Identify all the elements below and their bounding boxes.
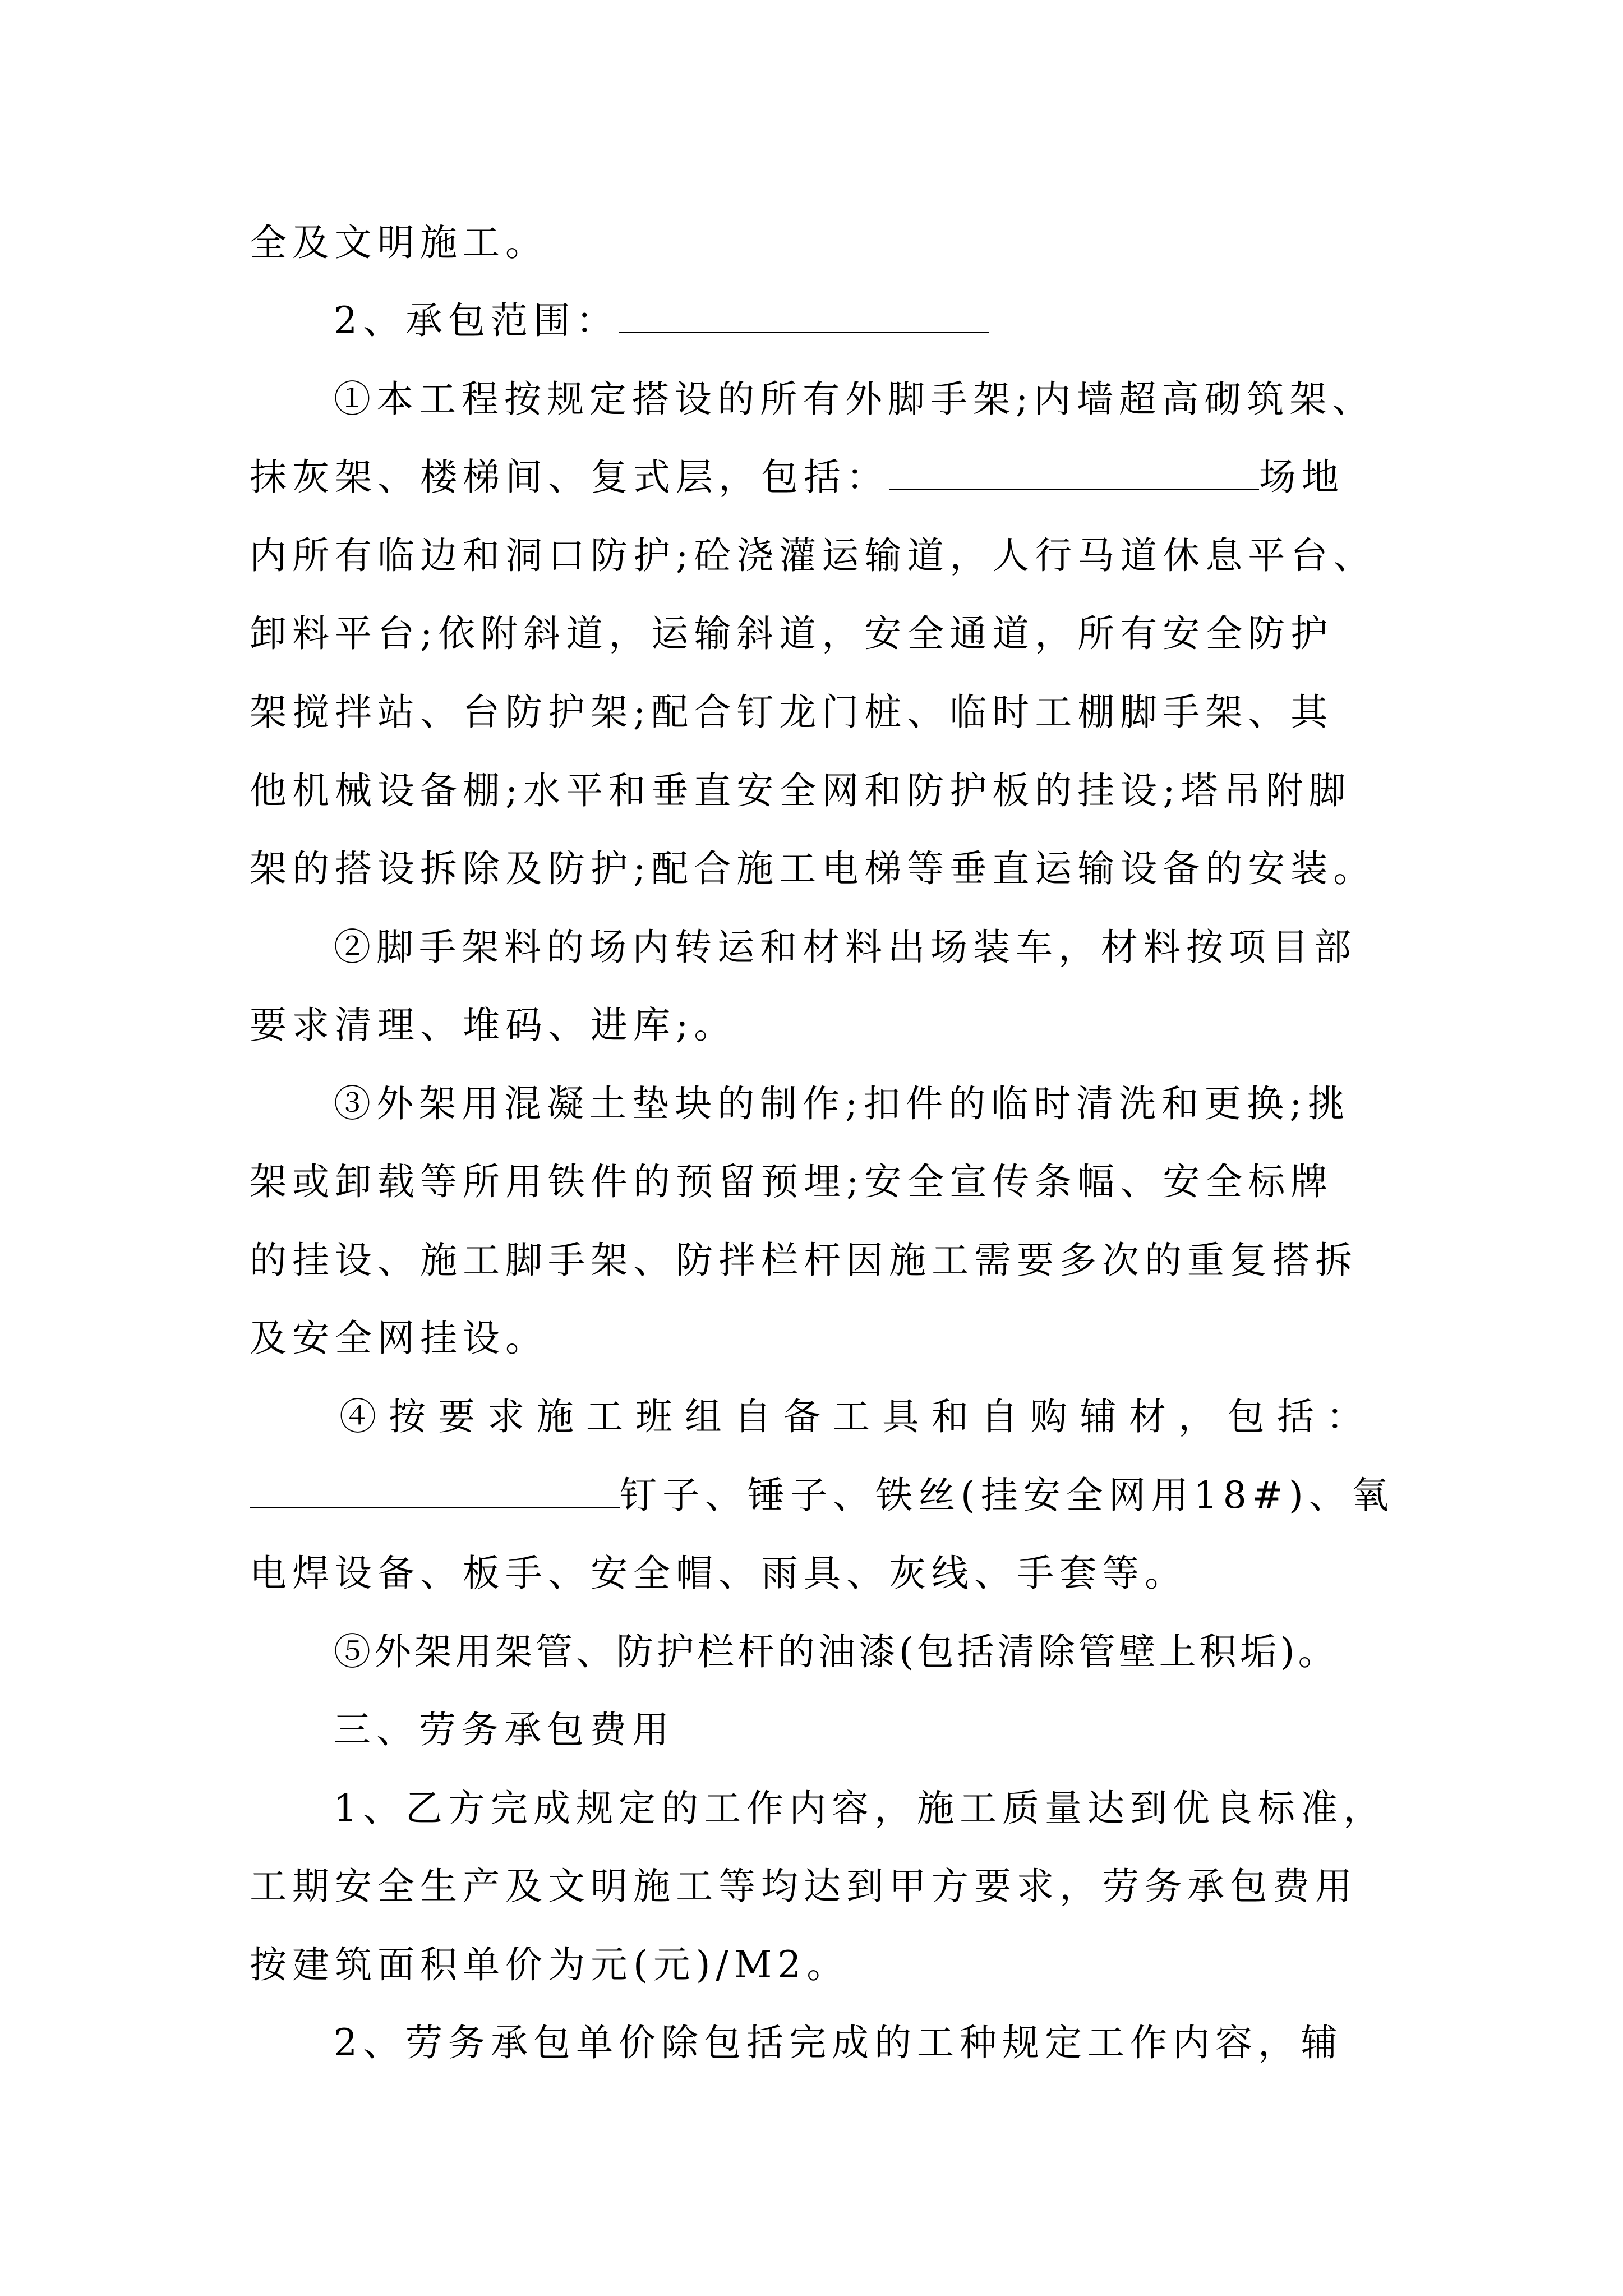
text-line: ④按要求施工班组自备工具和自购辅材，包括： [339,1395,1376,1438]
fill-in-blank [619,298,989,333]
text-line: 1、乙方完成规定的工作内容，施工质量达到优良标准， [334,1787,1386,1830]
text-line: 架的搭设拆除及防护;配合施工电梯等垂直运输设备的安装。 [250,847,1376,890]
text-line: 及安全网挂设。 [250,1317,548,1360]
text-line: 架或卸载等所用铁件的预留预埋;安全宣传条幅、安全标牌 [250,1160,1334,1203]
text-line: 三、劳务承包费用 [334,1708,675,1751]
text-line: 全及文明施工。 [250,221,548,264]
text-line: ①本工程按规定搭设的所有外脚手架;内墙超高砌筑架、 [334,378,1375,421]
text-line: 内所有临边和洞口防护;砼浇灌运输道，人行马道休息平台、 [250,534,1376,577]
text-line: 钉子、锤子、铁丝(挂安全网用18#)、氧 [250,1473,1394,1518]
text-line: ⑤外架用架管、防护栏杆的油漆(包括清除管壁上积垢)。 [334,1630,1339,1673]
fill-in-blank [250,1473,620,1508]
text-line: 抹灰架、楼梯间、复式层，包括： 场地 [250,455,1344,499]
text-line: 按建筑面积单价为元(元)/M2。 [250,1943,850,1986]
text-line: 的挂设、施工脚手架、防拌栏杆因施工需要多次的重复搭拆 [250,1239,1358,1282]
text-line: 他机械设备棚;水平和垂直安全网和防护板的挂设;塔吊附脚 [250,769,1352,812]
text-line: ②脚手架料的场内转运和材料出场装车，材料按项目部 [334,926,1357,969]
text-line: 架搅拌站、台防护架;配合钉龙门桩、临时工棚脚手架、其 [250,691,1334,734]
text-line: 2、承包范围： [334,298,989,343]
fill-in-blank [889,455,1259,490]
text-line: 工期安全生产及文明施工等均达到甲方要求，劳务承包费用 [250,1865,1358,1908]
text-line: 电焊设备、板手、安全帽、雨具、灰线、手套等。 [250,1552,1187,1595]
text-line: 要求清理、堆码、进库;。 [250,1004,737,1047]
text-line: 2、劳务承包单价除包括完成的工种规定工作内容，辅 [334,2021,1343,2064]
text-line: ③外架用混凝土垫块的制作;扣件的临时清洗和更换;挑 [334,1082,1350,1125]
text-line: 卸料平台;依附斜道，运输斜道，安全通道，所有安全防护 [250,612,1334,655]
